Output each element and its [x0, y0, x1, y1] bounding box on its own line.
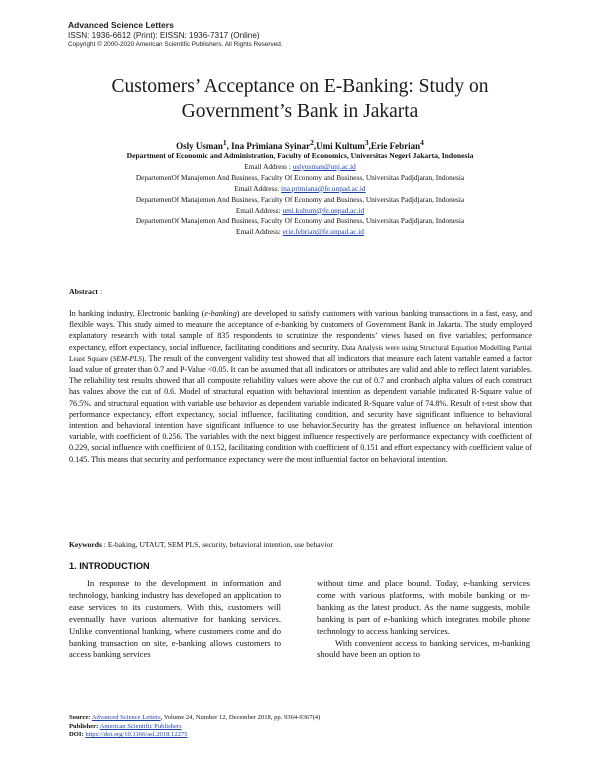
- body-column-left: [69, 578, 281, 661]
- author-name: Ina Primiana Syinar: [231, 141, 311, 151]
- email-label: Email Address :: [244, 161, 293, 171]
- abstract-paragraph: [69, 308, 532, 465]
- publisher-label: Publisher:: [69, 722, 99, 730]
- abstract-colon: :: [98, 287, 103, 296]
- keywords-label: Keywords: [69, 540, 102, 549]
- keywords: [69, 540, 532, 549]
- email-link[interactable]: erie.febrian@fe.unpad.ac.id: [282, 227, 364, 237]
- email-label: Email Address:: [234, 183, 282, 193]
- abstract-text: In banking industry, Electronic banking (: [69, 309, 205, 318]
- title-line-1: Customers’ Acceptance on E-Banking: Study on: [111, 76, 489, 97]
- email-label: Email Address:: [236, 227, 283, 237]
- authors-block: [60, 138, 540, 238]
- affiliation-4: DepartemenOf Manajemen And Business, Faculty Of Economy and Business, Universitas Padjdjaran, Indonesia: [135, 216, 465, 226]
- author-separator: ,: [368, 141, 371, 151]
- author-separator: ,: [313, 141, 317, 151]
- body-paragraph: In response to the development in information and technology, banking industry has developed an application to ease services to its customers. With this, customers will eventually have various alternative for banking services. Unlike conventional banking, where customers come and do banking transaction on site, e-banking allows customers to access banking services: [69, 578, 281, 660]
- affiliation-3: DepartemenOf Manajemen And Business, Faculty Of Economy and Business, Universitas Padjdjaran, Indonesia: [135, 194, 465, 204]
- doi-label: DOI:: [69, 731, 84, 739]
- author-separator: ,: [226, 141, 232, 151]
- author-affil-index: 3: [364, 138, 369, 147]
- journal-name: Advanced Science Letters: [68, 20, 174, 30]
- affiliation-2: DepartemenOf Manajemen And Business, Faculty Of Economy and Business, Universitas Padjdjaran, Indonesia: [135, 172, 465, 182]
- abstract-text: Data Analysis were using Structural Equation Modelling Partial Least Square (: [69, 342, 532, 363]
- abstract-text: The result of the convergent validity test showed that all indicators that measure each latent variable earned a factor load value of greater than 0.7 and P-Value <0.05. It can be assumed that all indicators or attributes are valid and able to reflect latent variables. The reliability test results showed that all composite reliability values were above the cut of 0.7 and cronbach alpha values of each construct has values above the cut of 0.6. Model of structural equation with behavioral intention as dependent variable indicated R-Square value of 76.5%. and structural equation with variable use behavior as dependent variable indicated R-Square value of 74.8%. Result of t-test show that performance expectancy, effort expectancy, social influence, facilitating condition, and security have significant influence to behavioral intention and behavioral intention have significant influence to use behavior.Security has the greatest influence on behavioral intention variable, with coefficient of 0.256. The variables with the next biggest influence respectively are performance expectancy with coefficient of 0.229, social influence with coefficient of 0.152, facilitating condition with coefficient of 0.151 and effort expectancy with coefficient value of 0.145. This means that security and performance expectancy were the most influential factor on behavioral intention.: [69, 353, 532, 464]
- abstract-label: Abstract: [69, 287, 99, 296]
- section-heading: 1. INTRODUCTION: [69, 561, 150, 571]
- email-link[interactable]: ina.primiana@fe.unpad.ac.id: [281, 183, 366, 193]
- email-label: Email Address:: [235, 205, 283, 215]
- body-column-right: [317, 578, 530, 661]
- journal-header: [68, 20, 283, 48]
- doi-line: [69, 731, 320, 740]
- author-affil-index: 4: [420, 138, 424, 147]
- author-name: Osly Usman: [176, 141, 223, 151]
- author-affil-index: 2: [310, 138, 314, 147]
- keywords-text: : E-baking, UTAUT, SEM PLS, security, behavioral intention, use behavior: [101, 540, 333, 549]
- source-info: [69, 714, 320, 740]
- journal-copyright: Copyright © 2000-2020 American Scientific Publishers. All Rights Reserved.: [68, 41, 283, 48]
- abstract-emphasis: e-banking: [204, 309, 237, 318]
- publisher-line: [69, 723, 320, 732]
- abstract-text: ) are developed to satisfy customers with various banking transactions in a fast, easy, and flexible ways. This study aimed to measure the acceptance of e-banking by customers of Government Bank in Jakarta. The study employed explanatory research with total sample of 835 respondents to scrutinize the respondents’ views based on five variables; performance expectancy, effort expectancy, social influence, facilitating conditions and security.: [69, 309, 532, 352]
- abstract-text: ).: [141, 353, 149, 363]
- email-link[interactable]: oslyusman@unj.ac.id: [292, 161, 356, 171]
- email-line-1: [60, 162, 540, 173]
- author-affil-index: 1: [222, 138, 227, 147]
- author-name: Erie Febrian: [370, 141, 421, 151]
- abstract-body: [69, 308, 532, 465]
- body-paragraph: With convenient access to banking services, m-banking should have been an option to: [317, 637, 530, 660]
- affiliation-1: Department of Economic and Administration, Faculty of Economics, Universitas Negeri Jakarta, Indonesia: [126, 151, 474, 160]
- email-line-4: [60, 227, 540, 238]
- email-link[interactable]: umi.kultum@fe.unpad.ac.id: [282, 205, 365, 215]
- source-line: [69, 714, 320, 723]
- email-line-3: [60, 206, 540, 217]
- journal-issn: ISSN: 1936-6612 (Print): EISSN: 1936-7317 (Online): [68, 31, 260, 40]
- source-label: Source:: [69, 714, 91, 721]
- publisher-link[interactable]: American Scientific Publishers: [99, 722, 182, 730]
- title-line-2: Government’s Bank in Jakarta: [181, 101, 419, 122]
- paper-title: [60, 74, 540, 124]
- body-paragraph: without time and place bound. Today, e-banking services come with various platforms, with mobile banking or m-banking as the latest product. As the name suggests, mobile banking is part of e-banking which integrates mobile phone technology to access banking services.: [317, 578, 530, 636]
- abstract-heading: [69, 287, 102, 296]
- author-list: [60, 138, 540, 151]
- email-line-2: [60, 184, 540, 195]
- source-details: , Volume 24, Number 12, December 2018, pp. 9364-9367(4): [160, 714, 321, 721]
- author-name: Umi Kultum: [316, 141, 365, 151]
- source-link[interactable]: Advanced Science Letters: [91, 714, 161, 721]
- doi-link[interactable]: https://doi.org/10.1166/asl.2018.12275: [85, 731, 188, 739]
- abstract-emphasis: SEM-PLS: [112, 353, 142, 363]
